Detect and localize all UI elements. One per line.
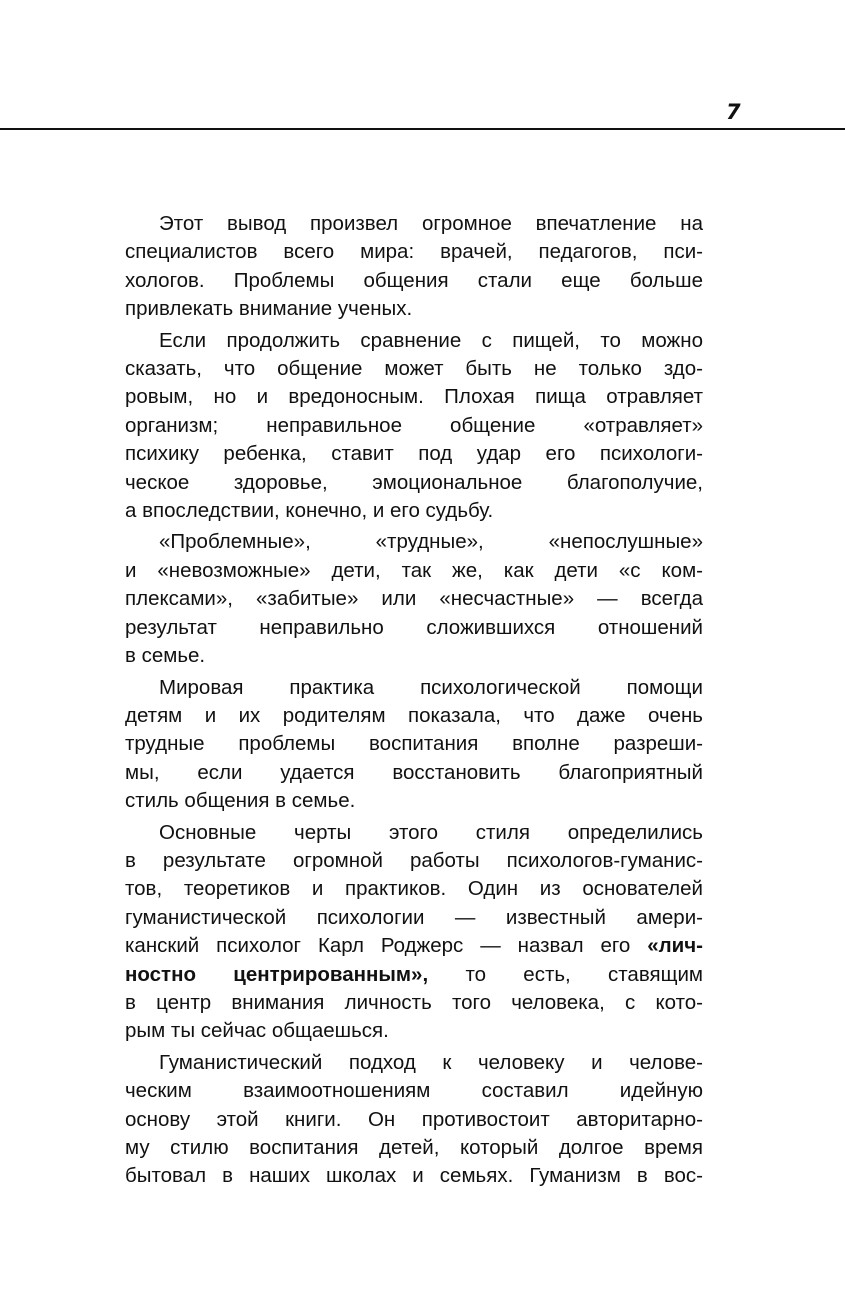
text-line: рым ты сейчас общаешься. xyxy=(125,1019,389,1043)
bold-term: ностно центрированным», xyxy=(125,962,429,986)
text-line: му стилю воспитания детей, который долгое время xyxy=(125,1136,703,1159)
text-line: ческое здоровье, эмоциональное благополучие, xyxy=(125,470,703,494)
paragraph-3 xyxy=(125,528,703,670)
text-line: гуманистической психологии — известный амери- xyxy=(125,905,703,929)
page-number: 7 xyxy=(726,100,741,124)
text-run: канский психолог Карл Роджерс — назвал его xyxy=(125,934,648,958)
text-line: мы, если удается восстановить благоприятный xyxy=(125,760,703,784)
text-line: Мировая практика психологической помощи xyxy=(159,675,703,699)
text-line: Если продолжить сравнение с пищей, то можно xyxy=(159,328,703,352)
text-line: хологов. Проблемы общения стали еще больше xyxy=(125,268,703,292)
text-line: в результате огромной работы психологов-гуманис- xyxy=(125,848,703,872)
text-line: бытовал в наших школах и семьях. Гуманизм в вос- xyxy=(125,1164,703,1188)
text-run: то есть, ставящим xyxy=(428,962,703,986)
paragraph-4 xyxy=(125,674,703,816)
text-line: в семье. xyxy=(125,644,206,668)
text-line: сказать, что общение может быть не только здо- xyxy=(125,357,703,381)
text-line: плексами», «забитые» или «несчастные» — всегда xyxy=(125,587,703,611)
paragraph-6 xyxy=(125,1049,703,1191)
text-line: специалистов всего мира: врачей, педагогов, пси- xyxy=(125,240,703,264)
paragraph-5 xyxy=(125,819,703,1046)
body-text xyxy=(125,210,703,1194)
text-line: психику ребенка, ставит под удар его психологи- xyxy=(125,442,703,466)
text-line: ровым, но и вредоносным. Плохая пища отравляет xyxy=(125,385,703,409)
text-line: в центр внимания личность того человека, с кото- xyxy=(125,990,703,1014)
text-line: и «невозможные» дети, так же, как дети «с ком- xyxy=(125,558,703,582)
text-line: тов, теоретиков и практиков. Один из основателей xyxy=(125,877,703,901)
text-line: привлекать внимание ученых. xyxy=(125,297,413,321)
text-line: «Проблемные», «трудные», «непослушные» xyxy=(159,530,703,554)
text-line: Основные черты этого стиля определились xyxy=(159,820,703,844)
text-line: детям и их родителям показала, что даже очень xyxy=(125,703,703,727)
text-line xyxy=(125,961,703,989)
text-line: трудные проблемы воспитания вполне разреши- xyxy=(125,732,703,756)
text-line: ческим взаимоотношениям составил идейную xyxy=(125,1079,703,1103)
text-line: Гуманистический подход к человеку и челове- xyxy=(159,1050,703,1074)
text-line: а впоследствии, конечно, и его судьбу. xyxy=(125,499,494,523)
text-line: Этот вывод произвел огромное впечатление на xyxy=(159,212,703,235)
text-line: стиль общения в семье. xyxy=(125,789,356,813)
text-line: организм; неправильное общение «отравляет» xyxy=(125,413,703,437)
header-rule xyxy=(0,128,845,130)
bold-term: «лич- xyxy=(647,934,703,958)
text-line xyxy=(125,932,703,960)
paragraph-2 xyxy=(125,327,703,526)
paragraph-1 xyxy=(125,210,703,324)
text-line: результат неправильно сложившихся отношений xyxy=(125,615,703,639)
text-line: основу этой книги. Он противостоит авторитарно- xyxy=(125,1107,703,1131)
